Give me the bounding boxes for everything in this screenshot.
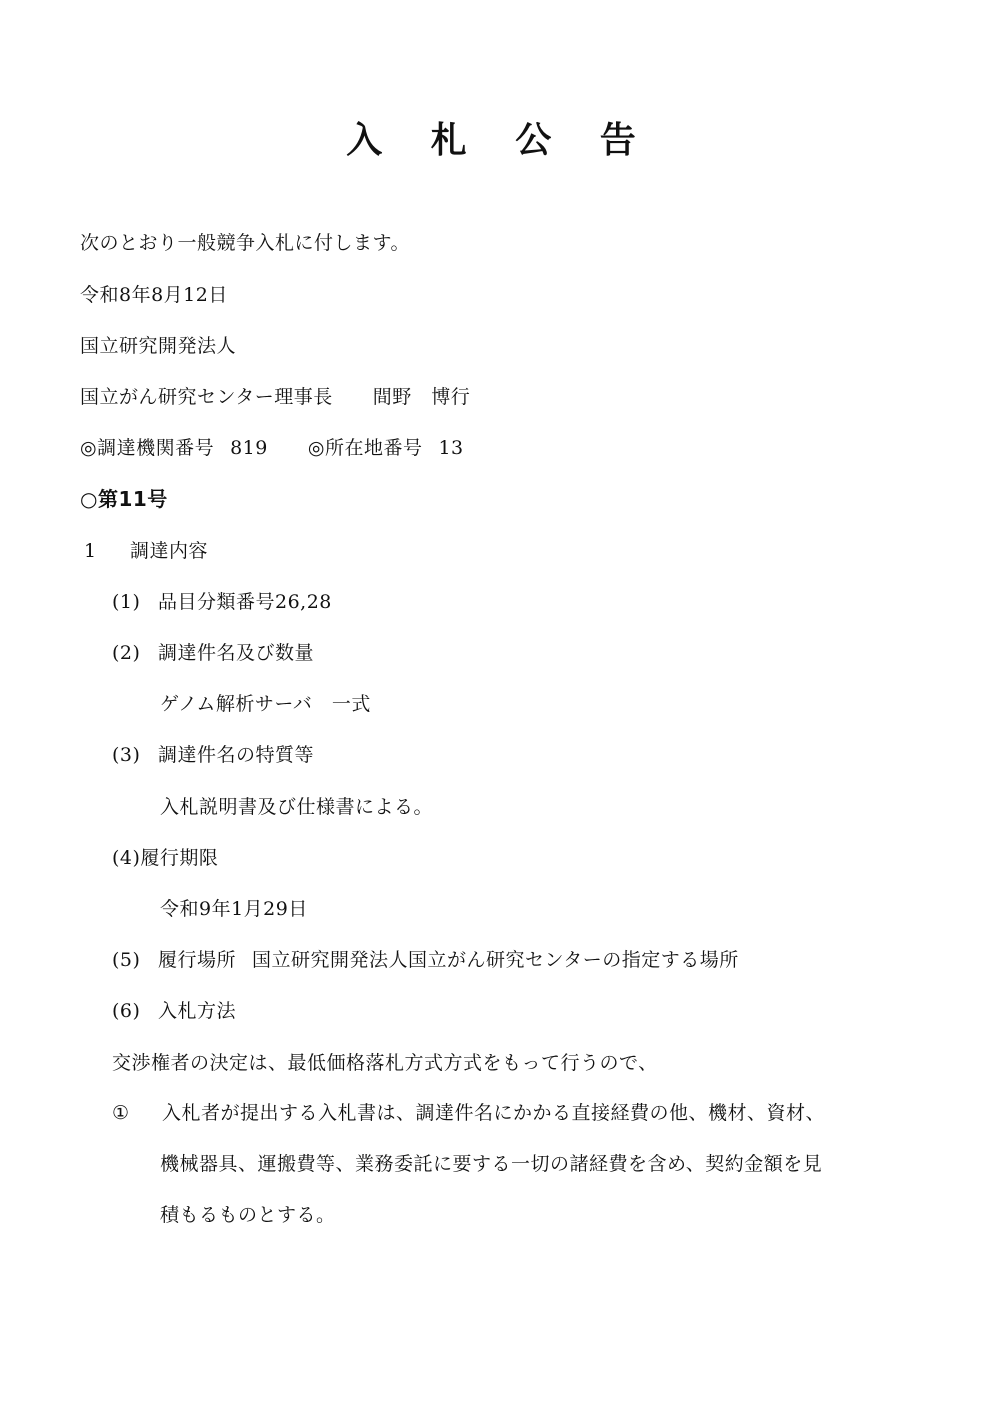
organization-name: 国立研究開発法人 — [80, 335, 237, 357]
item-2 — [112, 640, 314, 666]
item-4-number: (4) — [112, 847, 141, 869]
section-1-title: 調達内容 — [130, 540, 209, 562]
notice-number: ○第11号 — [80, 487, 168, 511]
notice-date: 令和8年8月12日 — [80, 284, 228, 306]
note-1-mark: ① — [112, 1102, 130, 1124]
item-6-text: 入札方法 — [158, 1000, 237, 1022]
item-6-number: (6) — [112, 1000, 141, 1022]
intro-text: 次のとおり一般競争入札に付します。 — [80, 232, 410, 254]
director-name: 間野 博行 — [372, 386, 471, 408]
note-1-line-3: 積もるものとする。 — [160, 1204, 336, 1226]
item-2-text: 調達件名及び数量 — [158, 642, 315, 664]
item-5-detail: 国立研究開発法人国立がん研究センターの指定する場所 — [252, 949, 739, 971]
item-6 — [112, 998, 236, 1024]
note-1-text-1: 入札者が提出する入札書は、調達件名にかかる直接経費の他、機材、資材、 — [162, 1102, 826, 1124]
code-line — [80, 435, 464, 461]
note-1-line-1 — [112, 1100, 825, 1126]
section-1-heading — [84, 538, 208, 564]
page-title: 入 札 公 告 — [346, 120, 654, 161]
item-5 — [112, 947, 739, 973]
director-position: 国立がん研究センター理事長 — [80, 386, 333, 408]
director-line — [80, 384, 470, 410]
item-3-text: 調達件名の特質等 — [158, 744, 315, 766]
location-code-label: ◎所在地番号 — [307, 437, 423, 459]
item-3-detail: 入札説明書及び仕様書による。 — [160, 796, 434, 818]
procurement-code-value: 819 — [230, 437, 268, 459]
procurement-code-label: ◎調達機関番号 — [80, 437, 215, 459]
item-3 — [112, 742, 314, 768]
method-text: 交渉権者の決定は、最低価格落札方式方式をもって行うので、 — [112, 1052, 658, 1074]
item-2-number: (2) — [112, 642, 141, 664]
item-1-text: 品目分類番号26,28 — [158, 591, 332, 613]
item-2-detail: ゲノム解析サーバ 一式 — [160, 693, 371, 715]
item-1-number: (1) — [112, 591, 141, 613]
item-5-number: (5) — [112, 949, 141, 971]
item-5-text: 履行場所 — [158, 949, 237, 971]
location-code-value: 13 — [438, 437, 464, 459]
section-1-number: 1 — [84, 540, 97, 562]
item-4-text: 履行期限 — [140, 847, 219, 869]
item-3-number: (3) — [112, 744, 141, 766]
item-4-detail: 令和9年1月29日 — [160, 898, 308, 920]
item-1 — [112, 589, 332, 615]
item-4 — [112, 845, 218, 871]
note-1-line-2: 機械器具、運搬費等、業務委託に要する一切の諸経費を含め、契約金額を見 — [160, 1153, 823, 1175]
